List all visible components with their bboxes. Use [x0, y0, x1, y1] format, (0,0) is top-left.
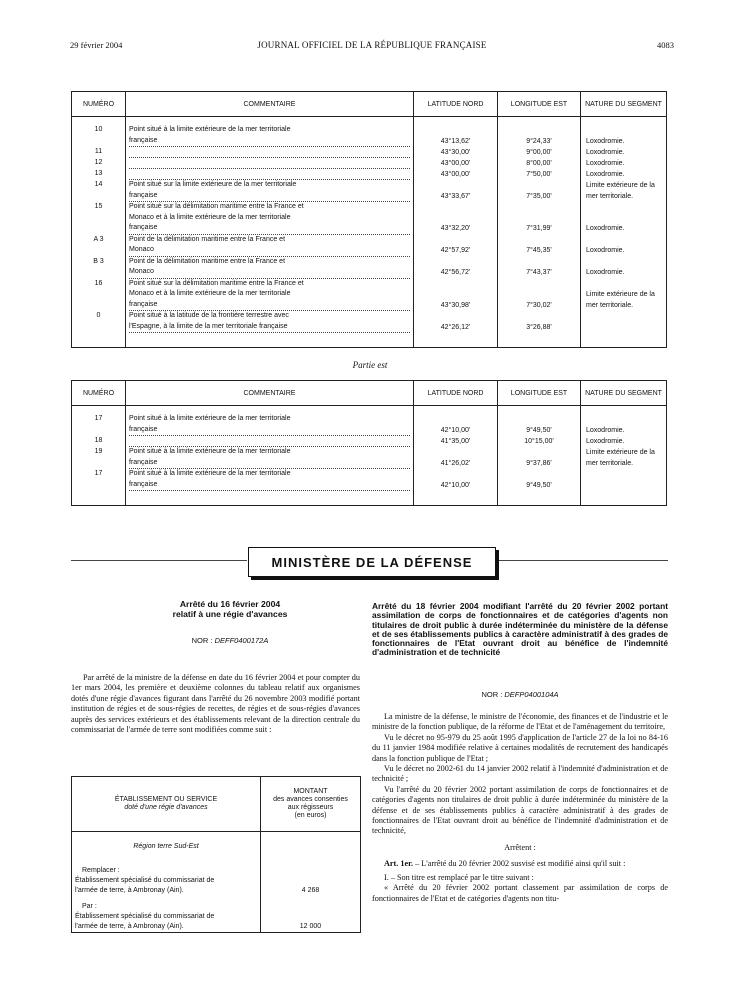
- cell-nature: Loxodromie.: [581, 125, 667, 147]
- comment-line: Point situé à la limite extérieure de la mer territoriale: [129, 470, 291, 477]
- nor-label: NOR :: [191, 636, 215, 645]
- divider-right: [498, 560, 668, 561]
- cell-commentaire: [126, 180, 414, 202]
- etablissement-1-line1: Établissement spécialisé du commissariat de: [72, 876, 261, 886]
- cell-longitude: 7°43,37': [498, 257, 581, 279]
- comment-line: Monaco: [129, 245, 410, 257]
- cell-commentaire: [126, 436, 414, 447]
- table-row: [72, 169, 667, 180]
- table-row: [72, 279, 667, 312]
- amount-2: 12 000: [261, 922, 361, 933]
- cell-nature: [581, 311, 667, 333]
- coordinates-table-est: [71, 380, 667, 506]
- regie-col-header-sub: doté d'une régie d'avances: [124, 804, 208, 811]
- region-label: Région terre Sud-Est: [72, 842, 261, 852]
- cell-commentaire: [126, 414, 414, 436]
- cell-numero: 19: [72, 447, 126, 469]
- cell-commentaire: [126, 147, 414, 158]
- regie-col-header-line: aux régisseurs: [287, 804, 334, 811]
- cell-nature: Loxodromie.: [581, 414, 667, 436]
- cell-longitude: 9°49,50': [498, 469, 581, 491]
- coordinates-table-ouest: [71, 91, 667, 348]
- cell-longitude: 9°37,86': [498, 447, 581, 469]
- cell-nature: Limite extérieure de la mer territoriale.: [581, 447, 667, 469]
- nor-code: DEFF0400172A: [214, 636, 269, 645]
- table-row: [72, 469, 667, 491]
- decree-title-line1: Arrêté du 16 février 2004: [179, 599, 281, 609]
- cell-latitude: 43°00,00': [414, 169, 498, 180]
- regie-col-header-montant: [261, 777, 361, 832]
- table-body: [72, 117, 667, 348]
- regie-col-header-title: ÉTABLISSEMENT OU SERVICE: [114, 796, 218, 803]
- table-header-row: [72, 381, 667, 406]
- col-header-longitude: LONGITUDE EST: [498, 92, 581, 117]
- visa-paragraph: Vu l'arrêté du 20 février 2002 portant assimilation de corps de fonctionnaires et de catégories d'agents non titulaires de droit public à durée indéterminée du ministère de la défense et de ses établissements publics à caractère administratif à des grades de fonctionnaires de l'Etat ouvrant droit au bénéfice de l'indemnité d'administration et de technicité,: [372, 784, 668, 836]
- comment-line: [129, 169, 410, 180]
- decree-title-left: [100, 600, 360, 619]
- col-header-numero: NUMÉRO: [72, 92, 126, 117]
- cell-longitude: 7°30,02': [498, 279, 581, 312]
- comment-line: l'Espagne, à la limite de la mer territoriale française: [129, 322, 410, 334]
- cell-nature: Loxodromie.: [581, 436, 667, 447]
- comment-line: Point situé sur la délimitation maritime entre la France et: [129, 279, 304, 287]
- comment-line: [129, 158, 410, 169]
- cell-nature: Loxodromie.: [581, 257, 667, 279]
- table-row: [72, 158, 667, 169]
- cell-longitude: 7°50,00': [498, 169, 581, 180]
- comment-line: Point situé sur la limite extérieure de la mer territoriale: [129, 181, 297, 188]
- cell-commentaire: [126, 279, 414, 312]
- comment-line: Point de la délimitation maritime entre la France et: [129, 235, 286, 243]
- cell-longitude: 7°31,99': [498, 202, 581, 235]
- divider-left: [71, 560, 247, 561]
- cell-longitude: 10°15,00': [498, 436, 581, 447]
- cell-commentaire: [126, 158, 414, 169]
- cell-numero: 18: [72, 436, 126, 447]
- comment-line: française: [129, 480, 410, 492]
- table-row: [72, 447, 667, 469]
- ministry-banner: MINISTÈRE DE LA DÉFENSE: [248, 547, 496, 577]
- cell-commentaire: [126, 169, 414, 180]
- table-body: [72, 406, 667, 506]
- cell-commentaire: [126, 447, 414, 469]
- table-row: [72, 257, 667, 279]
- comment-line: Monaco: [129, 267, 410, 279]
- visa-paragraph: Vu le décret no 2002-61 du 14 janvier 2002 relatif à l'indemnité d'administration et de technicité ;: [372, 764, 668, 784]
- journal-title: JOURNAL OFFICIEL DE LA RÉPUBLIQUE FRANÇAISE: [257, 40, 487, 50]
- cell-nature: Limite extérieure de la mer territoriale.: [581, 279, 667, 312]
- article-item: « Arrêté du 20 février 2002 portant classement par assimilation de corps de fonctionnaires de l'Etat et de catégories d'agents non titu-: [372, 883, 668, 903]
- cell-numero: 15: [72, 202, 126, 235]
- cell-longitude: 7°35,00': [498, 180, 581, 202]
- col-header-latitude: LATITUDE NORD: [414, 92, 498, 117]
- col-header-nature: NATURE DU SEGMENT: [581, 381, 667, 406]
- table-header-row: [72, 92, 667, 117]
- etablissement-2-line1: Établissement spécialisé du commissariat de: [72, 912, 261, 922]
- cell-latitude: 42°10,00': [414, 414, 498, 436]
- par-label: Par :: [72, 902, 261, 912]
- table-row: [72, 414, 667, 436]
- cell-longitude: 9°00,00': [498, 147, 581, 158]
- cell-latitude: 42°57,92': [414, 235, 498, 257]
- table-row: [72, 125, 667, 147]
- cell-numero: 12: [72, 158, 126, 169]
- amount-1: 4 268: [261, 886, 361, 896]
- cell-longitude: 9°49,50': [498, 414, 581, 436]
- regie-table: [71, 776, 361, 933]
- page-number: 4083: [657, 40, 674, 50]
- cell-numero: B 3: [72, 257, 126, 279]
- cell-nature: Loxodromie.: [581, 202, 667, 235]
- nor-label: NOR :: [481, 690, 505, 699]
- cell-numero: 10: [72, 125, 126, 147]
- cell-latitude: 41°26,02': [414, 447, 498, 469]
- col-header-numero: NUMÉRO: [72, 381, 126, 406]
- comment-line: française: [129, 300, 410, 312]
- comment-line: française: [129, 458, 410, 470]
- table-row: [72, 202, 667, 235]
- cell-numero: A 3: [72, 235, 126, 257]
- cell-latitude: 43°32,20': [414, 202, 498, 235]
- cell-commentaire: [126, 469, 414, 491]
- comment-line: Point de la délimitation maritime entre la France et: [129, 257, 286, 265]
- cell-nature: [581, 469, 667, 491]
- comment-line: française: [129, 136, 410, 148]
- visa-paragraph: La ministre de la défense, le ministre de l'économie, des finances et de l'industrie et le ministre de la fonction publique, de la réforme de l'Etat et de l'aménagement du territoire,: [372, 712, 668, 732]
- cell-longitude: 7°45,35': [498, 235, 581, 257]
- cell-latitude: 42°56,72': [414, 257, 498, 279]
- article-item: I. – Son titre est remplacé par le titre suivant :: [384, 872, 534, 882]
- regie-col-header-etablissement: [72, 777, 261, 832]
- article-text: – L'arrêté du 20 février 2002 susvisé est modifié ainsi qu'il suit :: [413, 859, 626, 869]
- cell-longitude: 3°26,88': [498, 311, 581, 333]
- cell-numero: 17: [72, 469, 126, 491]
- decree-body-right: [372, 712, 668, 904]
- cell-latitude: 41°35,00': [414, 436, 498, 447]
- article-label: Art. 1er.: [384, 859, 414, 869]
- cell-numero: 0: [72, 311, 126, 333]
- comment-line: française: [129, 223, 410, 235]
- cell-latitude: 43°00,00': [414, 158, 498, 169]
- comment-line: Point situé à la limite extérieure de la mer territoriale: [129, 448, 291, 455]
- cell-latitude: 42°10,00': [414, 469, 498, 491]
- col-header-latitude: LATITUDE NORD: [414, 381, 498, 406]
- cell-nature: Loxodromie.: [581, 169, 667, 180]
- col-header-commentaire: COMMENTAIRE: [126, 381, 414, 406]
- cell-numero: 17: [72, 414, 126, 436]
- table-row: [72, 436, 667, 447]
- comment-line: [129, 436, 410, 447]
- comment-line: [129, 147, 410, 158]
- etablissement-1-line2: l'armée de terre, à Ambronay (Ain).: [72, 886, 261, 896]
- nor-code: DEFP0400104A: [504, 690, 559, 699]
- cell-longitude: 8°00,00': [498, 158, 581, 169]
- cell-numero: 11: [72, 147, 126, 158]
- cell-commentaire: [126, 125, 414, 147]
- etablissement-2-line2: l'armée de terre, à Ambronay (Ain).: [72, 922, 261, 933]
- visa-paragraph: Vu le décret no 95-979 du 25 août 1995 d'application de l'article 27 de la loi no 84-16 du 11 janvier 1984 modifiée relative à certaines modalités de recrutement des handicapés dans la fonction publique de l'Etat ;: [372, 732, 668, 763]
- regie-col-header-line: (en euros): [294, 812, 327, 819]
- cell-latitude: 43°33,67': [414, 180, 498, 202]
- cell-nature: Limite extérieure de la mer territoriale.: [581, 180, 667, 202]
- cell-commentaire: [126, 311, 414, 333]
- remplacer-label: Remplacer :: [72, 866, 261, 876]
- arretent-label: Arrêtent :: [504, 842, 536, 852]
- table-row: [72, 235, 667, 257]
- table-row: [72, 311, 667, 333]
- col-header-nature: NATURE DU SEGMENT: [581, 92, 667, 117]
- comment-line: Point situé à la limite extérieure de la mer territoriale: [129, 415, 291, 422]
- cell-numero: 14: [72, 180, 126, 202]
- cell-nature: Loxodromie.: [581, 235, 667, 257]
- cell-latitude: 43°30,98': [414, 279, 498, 312]
- cell-latitude: 43°13,62': [414, 125, 498, 147]
- cell-nature: Loxodromie.: [581, 147, 667, 158]
- regie-col-header-line: MONTANT: [293, 788, 328, 795]
- running-header: [70, 40, 674, 54]
- section-heading-partie-est: Partie est: [352, 360, 388, 370]
- comment-line: Point situé sur la délimitation maritime entre la France et: [129, 203, 304, 210]
- nor-reference-right: [372, 690, 668, 699]
- comment-line: française: [129, 425, 410, 437]
- cell-commentaire: [126, 235, 414, 257]
- table-row: [72, 180, 667, 202]
- header-date: 29 février 2004: [70, 40, 123, 50]
- comment-line: Monaco et à la limite extérieure de la mer territoriale: [129, 290, 291, 297]
- table-row: [72, 147, 667, 158]
- cell-commentaire: [126, 257, 414, 279]
- cell-numero: 16: [72, 279, 126, 312]
- cell-nature: Loxodromie.: [581, 158, 667, 169]
- cell-commentaire: [126, 202, 414, 235]
- comment-line: française: [129, 191, 410, 203]
- cell-numero: 13: [72, 169, 126, 180]
- nor-reference-left: [100, 636, 360, 645]
- cell-latitude: 42°26,12': [414, 311, 498, 333]
- regie-col-header-line: des avances consenties: [273, 796, 348, 803]
- cell-longitude: 9°24,33': [498, 125, 581, 147]
- comment-line: Monaco et à la limite extérieure de la mer territoriale: [129, 213, 291, 221]
- decree-title-line2: relatif à une régie d'avances: [172, 608, 288, 619]
- col-header-longitude: LONGITUDE EST: [498, 381, 581, 406]
- decree-title-right: Arrêté du 18 février 2004 modifiant l'arrêté du 20 février 2002 portant assimilation de corps de fonctionnaires et de catégories d'agents non titulaires de droit public à durée indéterminée du ministère de la défense et de ses établissements publics à caractère administratif à des grades de fonctionnaires de l'Etat ouvrant droit au bénéfice de l'indemnité d'administration et de technicité: [372, 601, 668, 658]
- col-header-commentaire: COMMENTAIRE: [126, 92, 414, 117]
- comment-line: Point situé à la latitude de la frontière terrestre avec: [129, 312, 289, 319]
- comment-line: Point situé à la limite extérieure de la mer territoriale: [129, 126, 291, 133]
- decree-paragraph-left: Par arrêté de la ministre de la défense en date du 16 février 2004 et pour compter du 1er mars 2004, les première et deuxième colonnes du tableau relatif aux organismes dotés d'une régie d'avances figurant dans l'arrêté du 26 novembre 2003 modifié portant institution de régies et de sous-régies de recettes, de régies et de sous-régies d'avances auprès des services extérieurs et des établissements relevant de la direction centrale du commissariat de l'armée de terre sont modifiées comme suit :: [71, 673, 360, 735]
- cell-latitude: 43°30,00': [414, 147, 498, 158]
